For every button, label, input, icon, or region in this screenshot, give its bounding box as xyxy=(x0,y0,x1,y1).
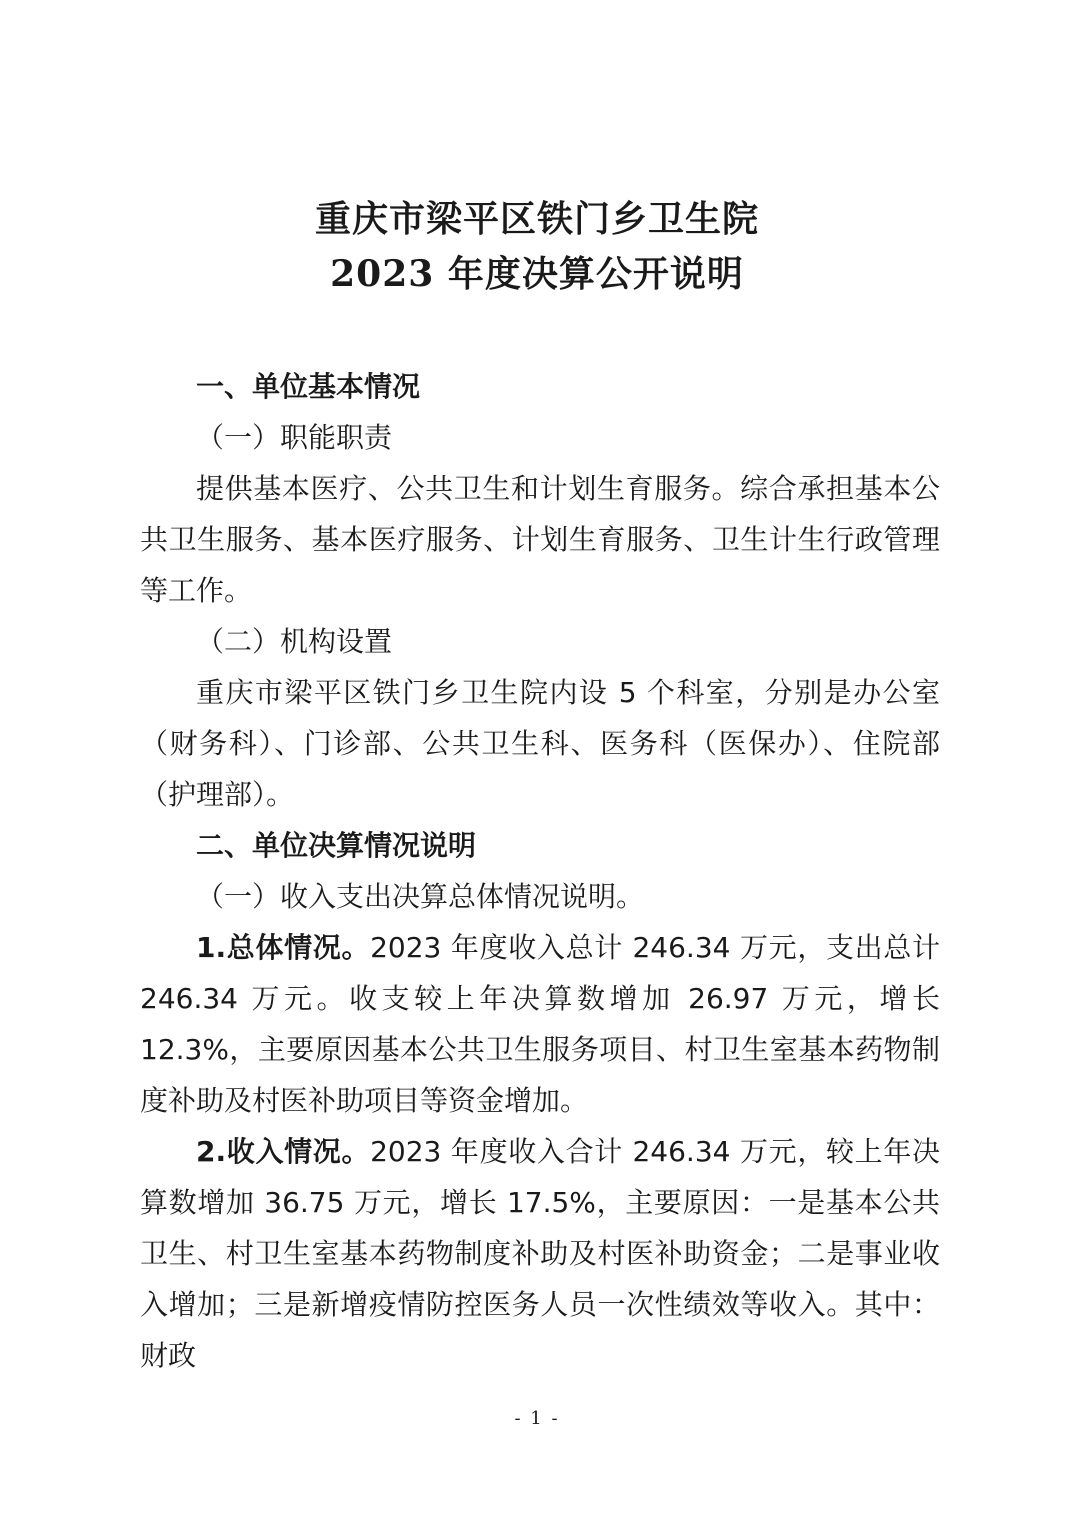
subheading-income-expense: （一）收入支出决算总体情况说明。 xyxy=(196,880,645,913)
paragraph-income xyxy=(140,1126,940,1381)
section-heading-basic-info: 一、单位基本情况 xyxy=(196,370,421,403)
paragraph-text-overall: 2023 年度收入总计 246.34 万元，支出总计 246.34 万元。收支较上年决算数增加 26.97 万元，增长 12.3%，主要原因基本公共卫生服务项目、村卫生室基本药物制度补助及村医补助项目等资金增加。 xyxy=(140,931,940,1117)
paragraph-overall xyxy=(140,922,940,1126)
paragraph-functions: 提供基本医疗、公共卫生和计划生育服务。综合承担基本公共卫生服务、基本医疗服务、计划生育服务、卫生计生行政管理等工作。 xyxy=(140,472,940,607)
paragraph-organization: 重庆市梁平区铁门乡卫生院内设 5 个科室，分别是办公室（财务科）、门诊部、公共卫生科、医务科（医保办）、住院部（护理部）。 xyxy=(140,676,940,811)
document-title-line1: 重庆市梁平区铁门乡卫生院 xyxy=(314,198,759,240)
section-heading-final-accounts: 二、单位决算情况说明 xyxy=(196,829,477,862)
document-title-line2: 2023 年度决算公开说明 xyxy=(330,253,744,295)
document-body xyxy=(140,361,940,1381)
subheading-organization: （二）机构设置 xyxy=(196,625,393,658)
paragraph-lead-income: 2.收入情况。 xyxy=(196,1135,371,1168)
subheading-functions: （一）职能职责 xyxy=(196,421,393,454)
page-number: - 1 - xyxy=(514,1408,560,1429)
paragraph-text-income: 2023 年度收入合计 246.34 万元，较上年决算数增加 36.75 万元，增长 17.5%，主要原因：一是基本公共卫生、村卫生室基本药物制度补助及村医补助资金；二是事业收入增加；三是新增疫情防控医务人员一次性绩效等收入。其中：财政 xyxy=(140,1135,940,1372)
paragraph-lead-overall: 1.总体情况。 xyxy=(196,931,371,964)
